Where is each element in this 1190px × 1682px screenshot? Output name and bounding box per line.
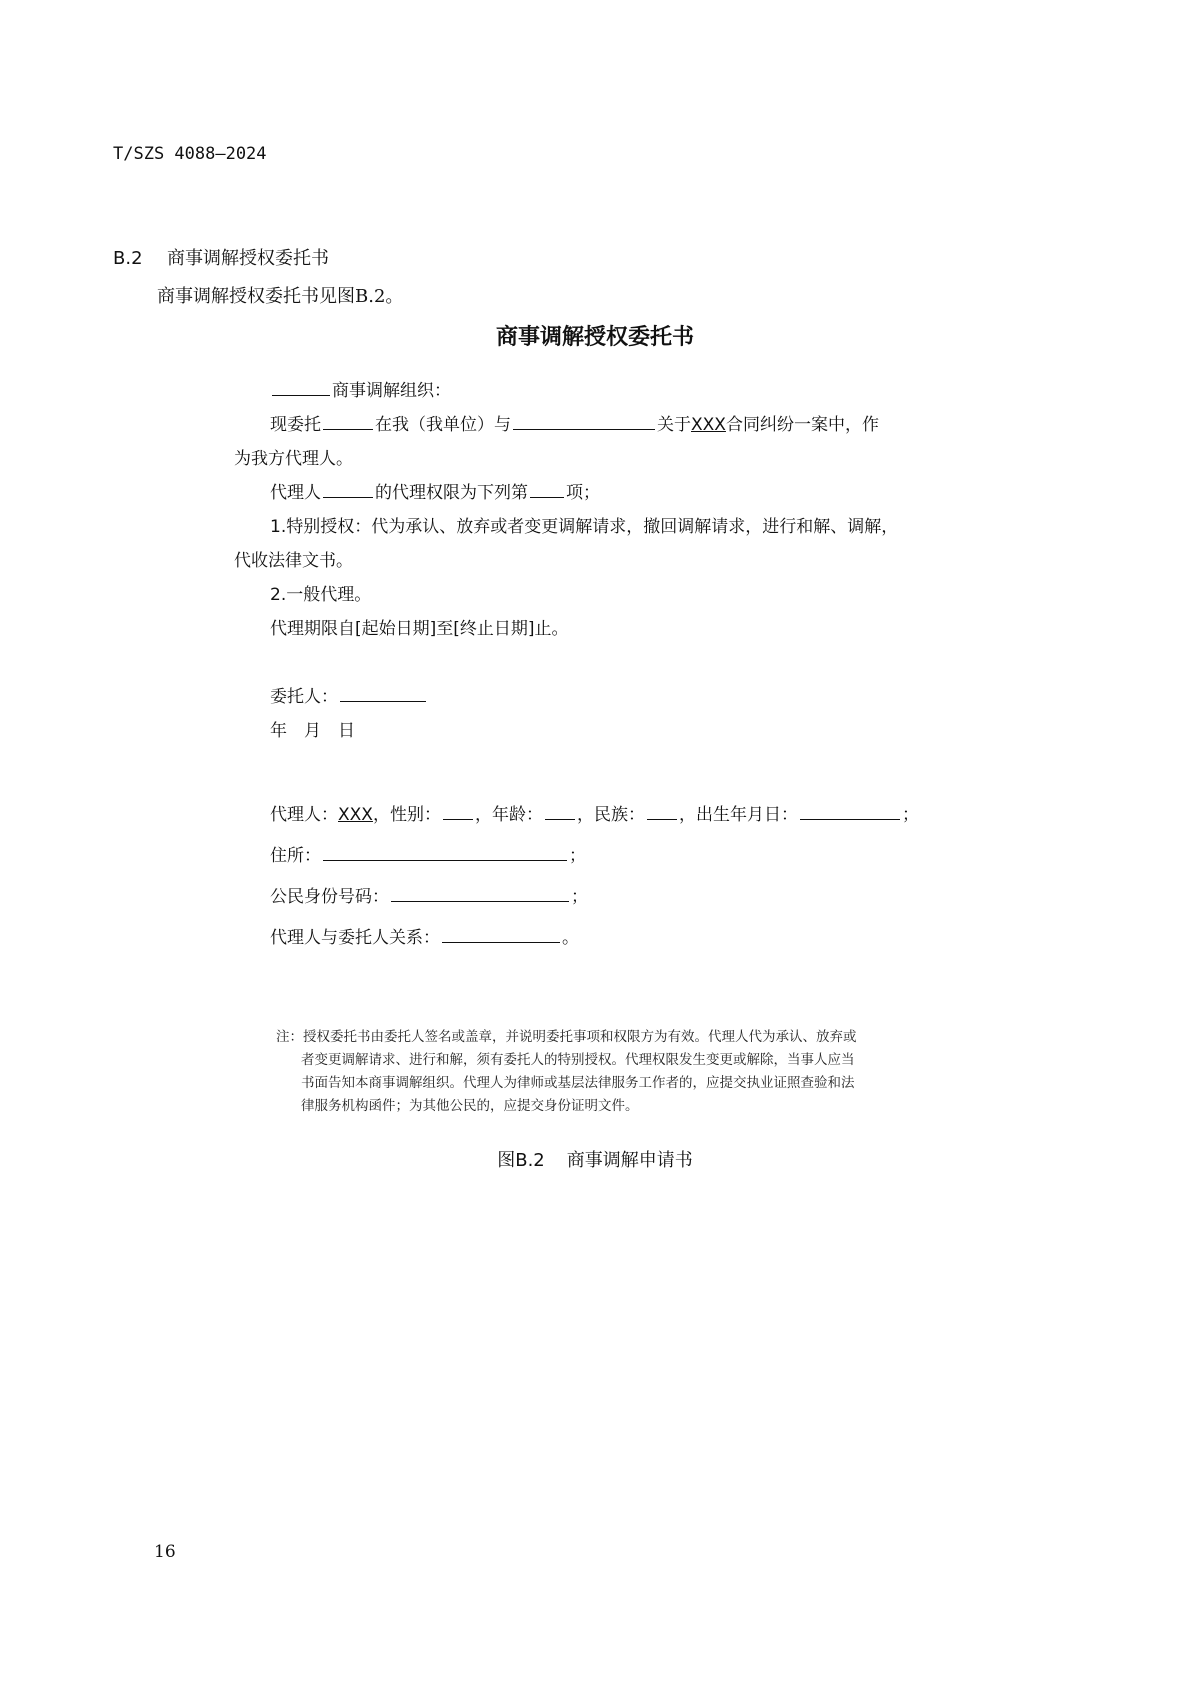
page-number: 16: [154, 1542, 176, 1562]
figure-caption: 图B.2 商事调解申请书: [497, 1150, 693, 1171]
form-date: 年 月 日: [270, 721, 355, 741]
form-entrust-line-cont: 为我方代理人。: [234, 449, 353, 469]
blank-principal: [340, 687, 426, 702]
section-number: B.2: [113, 248, 143, 269]
blank-ethnicity: [647, 805, 677, 820]
blank-address: [323, 846, 567, 861]
form-note: 注：授权委托书由委托人签名或盖章，并说明委托事项和权限方为有效。代理人代为承认、放弃或 者变更调解请求、进行和解，须有委托人的特别授权。代理权限发生变更或解除，当事人应当 书面告知本商事调解组织。代理人为律师或基层法律服务工作者的，应提交执业证照查验和法 律服务机构函件；为其他公民的，应提交身份证明文件。: [276, 1029, 857, 1114]
form-title: 商事调解授权委托书: [495, 325, 694, 350]
form-item-2: 2.一般代理。: [270, 585, 372, 605]
form-principal: 委托人：: [270, 682, 428, 707]
form-agent-info: 代理人：XXX，性别： ，年龄： ，民族： ，出生年月日： ；: [270, 805, 919, 825]
blank-gender: [443, 805, 473, 820]
blank-counterparty: [513, 415, 655, 430]
blank-birth-date: [800, 805, 900, 820]
form-entrust-line: 现委托 在我（我单位）与 关于XXX合同纠纷一案中，作: [270, 415, 879, 435]
form-scope-line: 代理人 的代理权限为下列第 项；: [270, 483, 600, 503]
document-code: T/SZS 4088—2024: [113, 144, 267, 164]
blank-organization: [272, 381, 330, 396]
blank-id-number: [391, 887, 569, 902]
blank-agent: [323, 415, 373, 430]
blank-age: [545, 805, 575, 820]
form-relation: 代理人与委托人关系： 。: [270, 928, 579, 948]
blank-agent-name: [323, 483, 373, 498]
section-heading: [113, 244, 329, 270]
blank-relation: [442, 928, 560, 943]
form-item-1: 1.特别授权：代为承认、放弃或者变更调解请求，撤回调解请求，进行和解、调解，: [270, 517, 899, 537]
blank-item-no: [530, 483, 564, 498]
form-id-number: 公民身份号码： ；: [270, 887, 588, 907]
form-period: 代理期限自[起始日期]至[终止日期]止。: [270, 619, 569, 639]
form-item-1-cont: 代收法律文书。: [234, 551, 353, 571]
section-intro: 商事调解授权委托书见图B.2。: [157, 286, 404, 307]
section-title: 商事调解授权委托书: [167, 248, 329, 269]
form-addressee: 商事调解组织：: [270, 376, 451, 401]
form-address: 住所： ；: [270, 846, 586, 866]
